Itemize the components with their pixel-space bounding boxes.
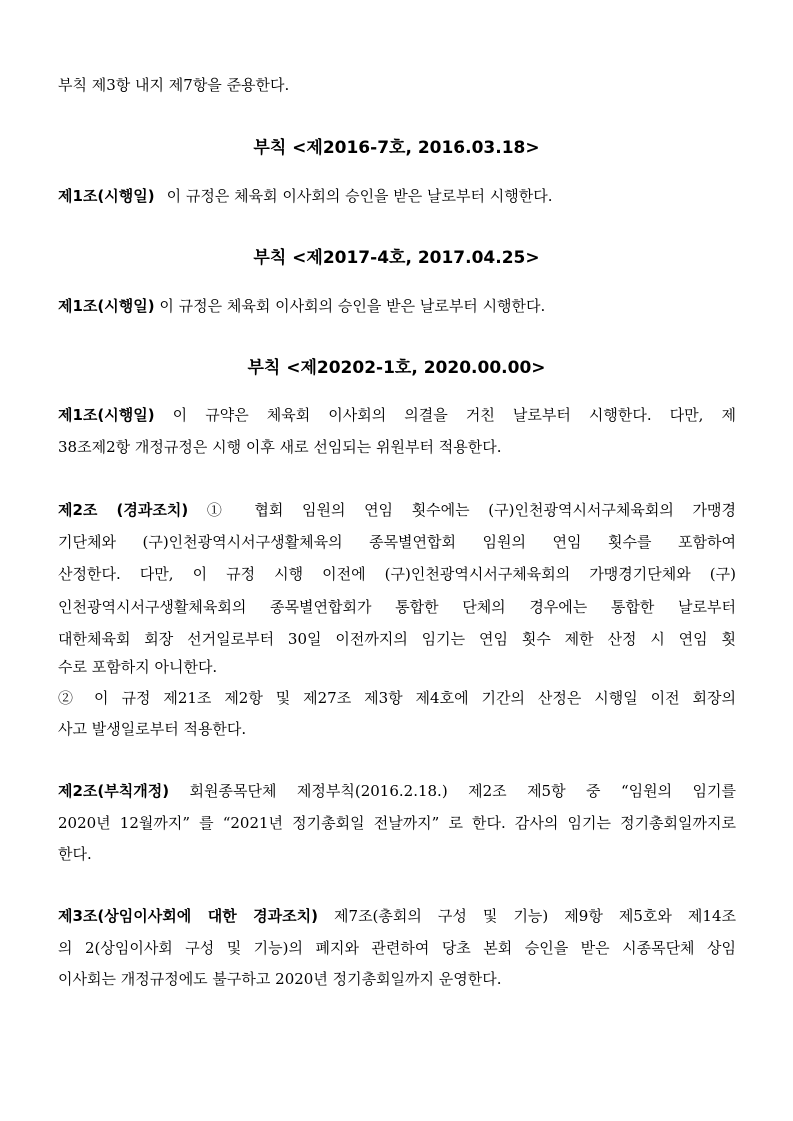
- article-2020-2-line7: ② 이 규정 제21조 제2항 및 제27조 제3항 제4호에 기간의 산정은 시행일 이전 회장의: [58, 689, 736, 707]
- article-2017-1: [58, 296, 545, 316]
- article-title: 제1조(시행일): [58, 297, 155, 315]
- article-2020-4-line1: 제3조(상임이사회에 대한 경과조치) 제7조(총회의 구성 및 기능) 제9항 제5호와 제14조: [58, 907, 736, 925]
- section-heading-2016: 부칙 <제2016-7호, 2016.03.18>: [253, 138, 540, 158]
- article-title: 제2조(부칙개정): [58, 782, 170, 800]
- article-title: 제1조(시행일): [58, 187, 155, 205]
- article-title: 제1조(시행일): [58, 406, 155, 424]
- article-2020-2-line4: 인천광역시서구생활체육회의 종목별연합회가 통합한 단체의 경우에는 통합한 날로부터: [58, 598, 736, 616]
- article-title: 제2조 (경과조치): [58, 501, 189, 519]
- article-2020-2-line3: 산정한다. 다만, 이 규정 시행 이전에 (구)인천광역시서구체육회의 가맹경기단체와 (구): [58, 565, 736, 583]
- article-2020-2-line6: 수로 포함하지 아니한다.: [58, 658, 218, 676]
- article-2020-2-line5: 대한체육회 회장 선거일로부터 30일 이전까지의 임기는 연임 횟수 제한 산정 시 연임 횟: [58, 630, 736, 648]
- article-2020-3-line3: 한다.: [58, 845, 92, 863]
- article-2020-3-line2: 2020년 12월까지” 를 “2021년 정기총회일 전날까지” 로 한다. 감사의 임기는 정기총회일까지로: [58, 814, 736, 832]
- article-2020-4-line3: 이사회는 개정규정에도 불구하고 2020년 정기총회일까지 운영한다.: [58, 970, 502, 988]
- article-2020-1-line1: 제1조(시행일) 이 규약은 체육회 이사회의 의결을 거친 날로부터 시행한다. 다만, 제: [58, 406, 736, 424]
- article-2020-1-line2: 38조제2항 개정규정은 시행 이후 새로 선임되는 위원부터 적용한다.: [58, 438, 502, 456]
- article-text: 이 규정은 체육회 이사회의 승인을 받은 날로부터 시행한다.: [159, 297, 546, 315]
- article-text: 이 규정은 체육회 이사회의 승인을 받은 날로부터 시행한다.: [166, 187, 553, 205]
- section-heading-2020: 부칙 <제20202-1호, 2020.00.00>: [247, 358, 546, 378]
- article-2020-2-line1: 제2조 (경과조치) ① 협회 임원의 연임 횟수에는 (구)인천광역시서구체육회의 가맹경: [58, 501, 736, 519]
- article-2020-3-line1: 제2조(부칙개정) 회원종목단체 제정부칙(2016.2.18.) 제2조 제5항 중 “임원의 임기를: [58, 782, 736, 800]
- article-2020-2-line2: 기단체와 (구)인천광역시서구생활체육의 종목별연합회 임원의 연임 횟수를 포함하여: [58, 533, 736, 551]
- intro-text: 부칙 제3항 내지 제7항을 준용한다.: [58, 76, 290, 94]
- article-2020-4-line2: 의 2(상임이사회 구성 및 기능)의 폐지와 관련하여 당초 본회 승인을 받은 시종목단체 상임: [58, 939, 736, 957]
- section-heading-2017: 부칙 <제2017-4호, 2017.04.25>: [253, 248, 540, 268]
- article-2020-2-line8: 사고 발생일로부터 적용한다.: [58, 720, 247, 738]
- article-title: 제3조(상임이사회에 대한 경과조치): [58, 907, 318, 925]
- article-2016-1: [58, 186, 553, 206]
